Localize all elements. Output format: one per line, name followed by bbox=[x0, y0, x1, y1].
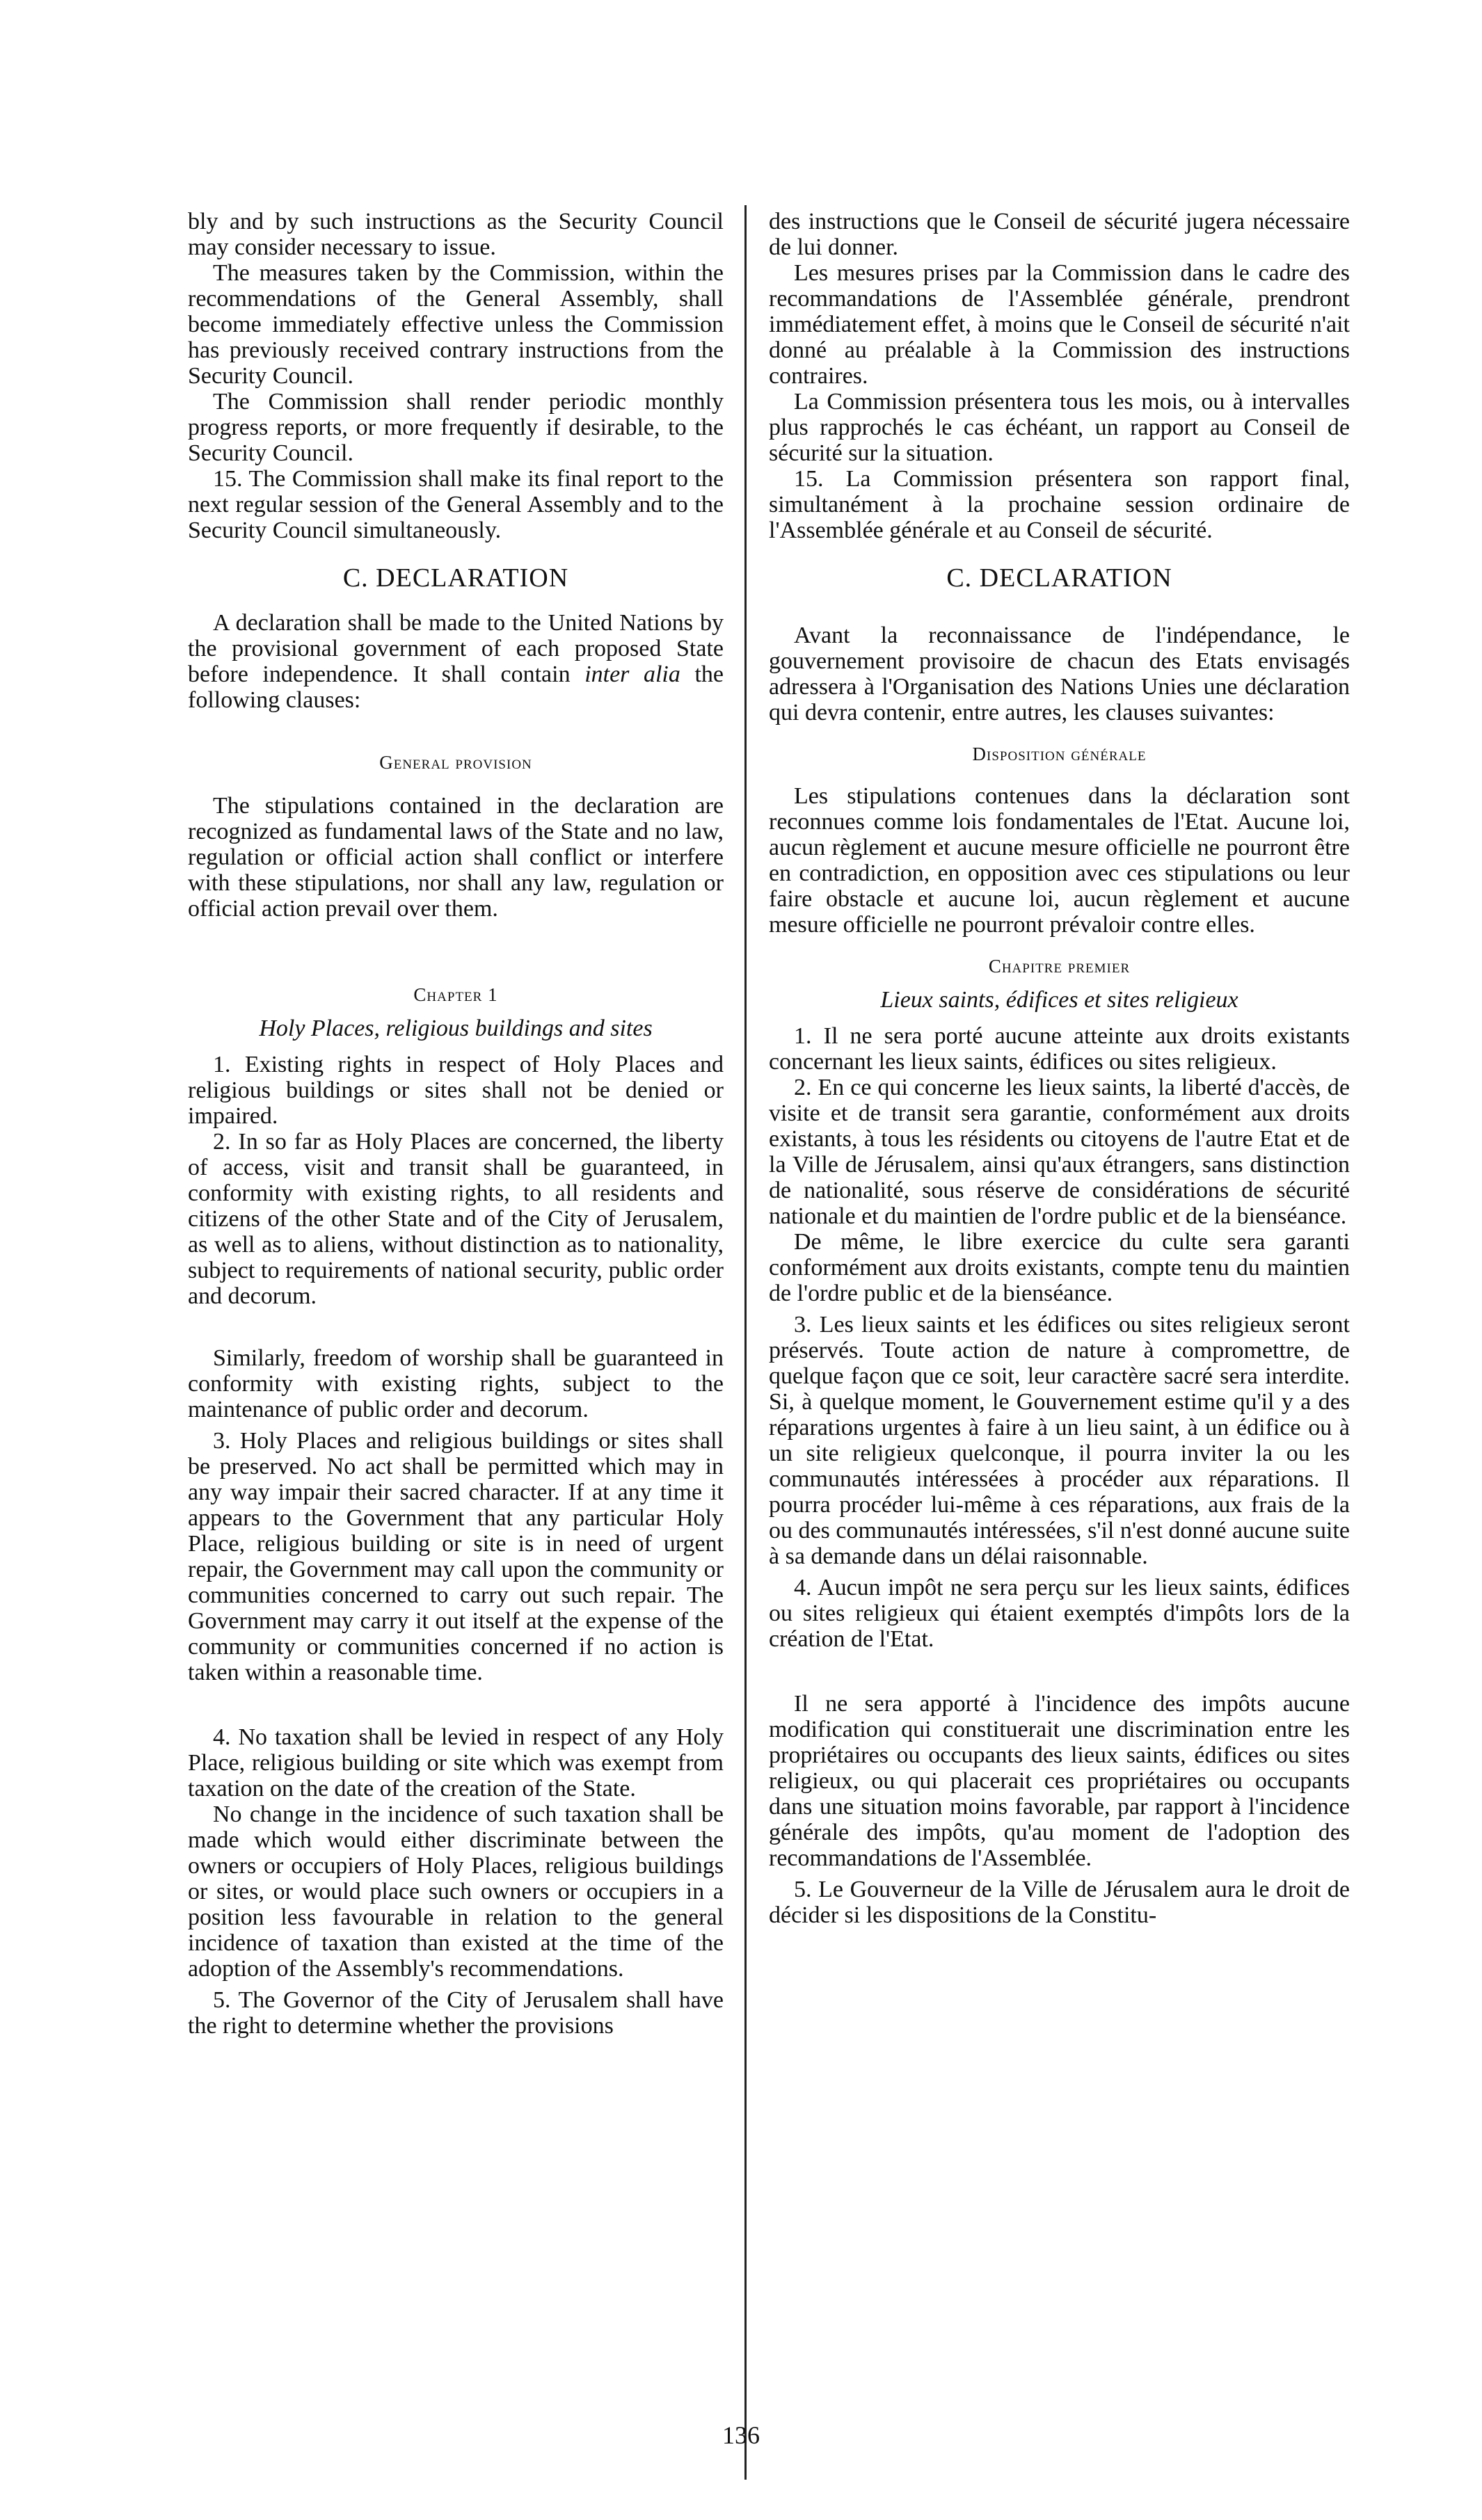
paragraph: 5. Le Gouverneur de la Ville de Jérusalem aura le droit de décider si les dispositions de la Constitu- bbox=[769, 1877, 1350, 1928]
paragraph: 4. Aucun impôt ne sera perçu sur les lieux saints, édifices ou sites religieux qui étaient exemptés d'impôts lors de la création de l'Etat. bbox=[769, 1575, 1350, 1652]
paragraph: 1. Existing rights in respect of Holy Places and religious buildings or sites shall not be denied or impaired. bbox=[188, 1052, 724, 1129]
paragraph: 1. Il ne sera porté aucune atteinte aux droits existants concernant les lieux saints, édifices ou sites religieux. bbox=[769, 1023, 1350, 1075]
text-run: A declaration shall be made to the United Nations by the provisional government of each proposed State before independence. It shall contain bbox=[188, 610, 724, 687]
paragraph: Les stipulations contenues dans la déclaration sont reconnues comme lois fondamentales de l'Etat. Aucune loi, aucun règlement et aucune mesure officielle ne pourront être en contradiction, en opposition avec ces stipulations ou leur faire obstacle et aucune loi, aucun règlement et aucune mesure officielle ne pourront prévaloir contre elles. bbox=[769, 783, 1350, 938]
french-column bbox=[769, 209, 1350, 1928]
paragraph: 3. Les lieux saints et les édifices ou sites religieux seront préservés. Toute action de nature à compromettre, de quelque façon que ce soit, leur caractère sacré sera interdite. Si, à quelque moment, le Gouvernement estime qu'il y a des réparations urgentes à faire à un lieu saint, à un édifice ou à un site religieux quelconque, il pourra inviter la ou les communautés intéressées à procéder aux réparations. Il pourra procéder lui-même à ces réparations, aux frais de la ou des communautés intéressées, s'il n'est donné aucune suite à sa demande dans un délai raisonnable. bbox=[769, 1312, 1350, 1569]
chapter-title: Lieux saints, édifices et sites religieux bbox=[880, 987, 1238, 1013]
paragraph: 4. No taxation shall be levied in respect of any Holy Place, religious building or site which was exempt from taxation on the date of the creation of the State. bbox=[188, 1724, 724, 1801]
paragraph: 5. The Governor of the City of Jerusalem shall have the right to determine whether the provisions bbox=[188, 1987, 724, 2039]
section-heading: C. DECLARATION bbox=[946, 563, 1172, 593]
paragraph: des instructions que le Conseil de sécurité jugera nécessaire de lui donner. bbox=[769, 209, 1350, 260]
chapter-heading: Chapitre premier bbox=[988, 956, 1131, 977]
paragraph: 15. The Commission shall make its final report to the next regular session of the General Assembly and to the Security Council simultaneously. bbox=[188, 466, 724, 543]
paragraph: 3. Holy Places and religious buildings or sites shall be preserved. No act shall be permitted which may in any way impair their sacred character. If at any time it appears to the Government that any particular Holy Place, religious building or site is in need of urgent repair, the Government may call upon the community or communities concerned to carry out such repair. The Government may carry it out itself at the expense of the community or communities concerned if no action is taken within a reasonable time. bbox=[188, 1428, 724, 1685]
paragraph: bly and by such instructions as the Security Council may consider necessary to issue. bbox=[188, 209, 724, 260]
subsection-heading: General provision bbox=[379, 752, 532, 773]
paragraph: Similarly, freedom of worship shall be guaranteed in conformity with existing rights, subject to the maintenance of public order and decorum. bbox=[188, 1345, 724, 1422]
paragraph: La Commission présentera tous les mois, ou à intervalles plus rapprochés le cas échéant, un rapport au Conseil de sécurité sur la situation. bbox=[769, 389, 1350, 466]
section-heading: C. DECLARATION bbox=[342, 563, 569, 593]
paragraph: The stipulations contained in the declaration are recognized as fundamental laws of the State and no law, regulation or official action shall conflict or interfere with these stipulations, nor shall any law, regulation or official action prevail over them. bbox=[188, 793, 724, 922]
text-run: the following clauses: bbox=[188, 661, 724, 713]
page-number: 136 bbox=[722, 2421, 760, 2449]
paragraph: The Commission shall render periodic monthly progress reports, or more frequently if desirable, to the Security Council. bbox=[188, 389, 724, 466]
english-column bbox=[188, 209, 724, 2039]
paragraph: 15. La Commission présentera son rapport final, simultanément à la prochaine session ordinaire de l'Assemblée générale et au Conseil de sécurité. bbox=[769, 466, 1350, 543]
paragraph: Les mesures prises par la Commission dans le cadre des recommandations de l'Assemblée générale, prendront immédiatement effet, à moins que le Conseil de sécurité n'ait donné au préalable à la Commission des instructions contraires. bbox=[769, 260, 1350, 389]
paragraph: 2. En ce qui concerne les lieux saints, la liberté d'accès, de visite et de transit sera garantie, conformément aux droits existants, à tous les résidents ou citoyens de l'autre Etat et de la Ville de Jérusalem, ainsi qu'aux étrangers, sans distinction de nationalité, sous réserve de considérations de sécurité nationale et du maintien de l'ordre public et de la bienséance. bbox=[769, 1075, 1350, 1229]
paragraph: 2. In so far as Holy Places are concerned, the liberty of access, visit and transit shall be guaranteed, in conformity with existing rights, to all residents and citizens of the other State and of the City of Jerusalem, as well as to aliens, without distinction as to nationality, subject to requirements of national security, public order and decorum. bbox=[188, 1129, 724, 1309]
chapter-title: Holy Places, religious buildings and sites bbox=[259, 1016, 653, 1041]
subsection-heading: Disposition générale bbox=[972, 744, 1147, 764]
paragraph: De même, le libre exercice du culte sera garanti conformément aux droits existants, compte tenu du maintien de l'ordre public et de la bienséance. bbox=[769, 1229, 1350, 1306]
paragraph: No change in the incidence of such taxation shall be made which would either discriminate between the owners or occupiers of Holy Places, religious buildings or sites, or would place such owners or occupiers in a position less favourable in relation to the general incidence of taxation than existed at the time of the adoption of the Assembly's recommendations. bbox=[188, 1801, 724, 1982]
paragraph: The measures taken by the Commission, within the recommendations of the General Assembly, shall become immediately effective unless the Commission has previously received contrary instructions from the Security Council. bbox=[188, 260, 724, 389]
paragraph: Avant la reconnaissance de l'indépendance, le gouvernement provisoire de chacun des Etats envisagés adressera à l'Organisation des Nations Unies une déclaration qui devra contenir, entre autres, les clauses suivantes: bbox=[769, 623, 1350, 725]
chapter-heading: Chapter 1 bbox=[413, 984, 498, 1005]
italic-text: inter alia bbox=[584, 661, 680, 687]
column-divider bbox=[744, 205, 747, 2480]
paragraph: Il ne sera apporté à l'incidence des impôts aucune modification qui constituerait une discrimination entre les propriétaires ou occupants des lieux saints, édifices ou sites religieux, ou qui placerait ces propriétaires ou occupants dans une situation moins favorable, par rapport à l'incidence générale des impôts, qu'au moment de l'adoption des recommandations de l'Assemblée. bbox=[769, 1691, 1350, 1871]
paragraph bbox=[188, 610, 724, 713]
